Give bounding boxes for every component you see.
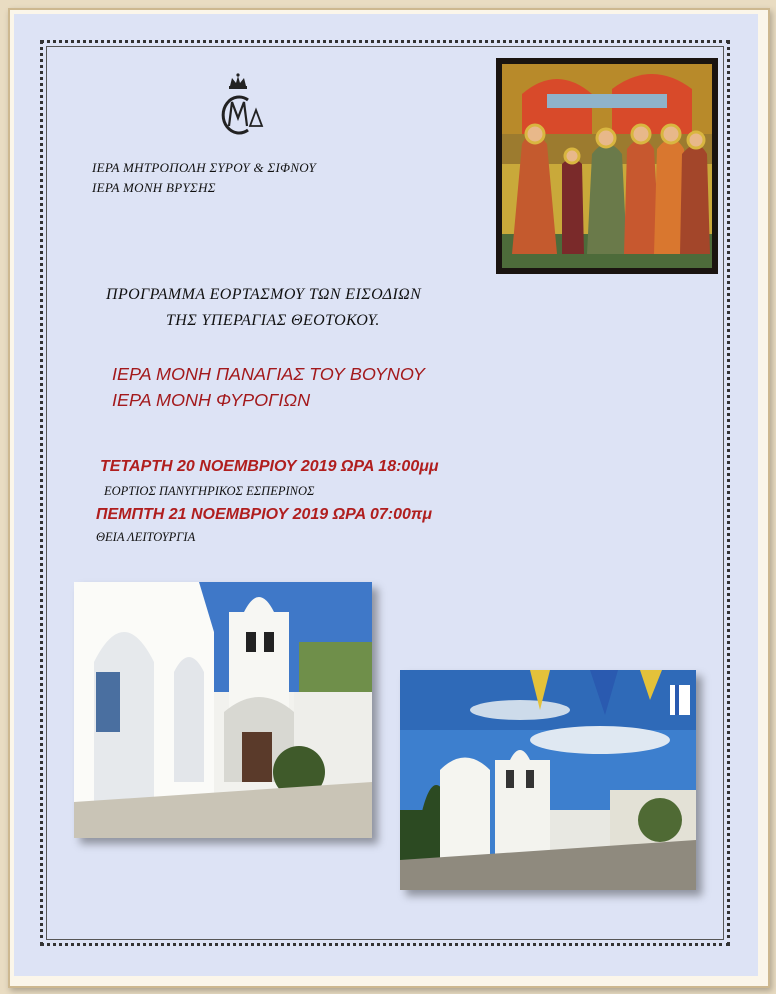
monastery-line-2: ΙΕΡΑ ΜΟΝΗ ΦΥΡΟΓΙΩΝ	[112, 390, 311, 410]
monastery-photo-flags	[400, 670, 696, 890]
event-description-1: ΕΟΡΤΙΟΣ ΠΑΝΥΓΗΡΙΚΟΣ ΕΣΠΕΡΙΝΟΣ	[104, 484, 315, 498]
metropolis-name: ΙΕΡΑ ΜΗΤΡΟΠΟΛΗ ΣΥΡΟΥ & ΣΙΦΝΟΥ	[92, 160, 316, 175]
monastery-name: ΙΕΡΑ ΜΟΝΗ ΒΡΥΣΗΣ	[92, 180, 216, 195]
presentation-of-theotokos-icon	[496, 58, 718, 274]
monastery-line-1: ΙΕΡΑ ΜΟΝΗ ΠΑΝΑΓΙΑΣ ΤΟΥ ΒΟΥΝΟΥ	[112, 364, 425, 384]
event-date-2: ΠΕΜΠΤΗ 21 ΝΟΕΜΒΡΙΟΥ 2019 ΩΡΑ 07:00πμ	[96, 506, 432, 523]
monastery-photo-courtyard	[74, 582, 372, 838]
event-description-2: ΘΕΙΑ ΛΕΙΤΟΥΡΓΙΑ	[96, 530, 196, 544]
program-title-line-1: ΠΡΟΓΡΑΜΜΑ ΕΟΡΤΑΣΜΟΥ ΤΩΝ ΕΙΣΟΔΙΩΝ	[106, 286, 422, 303]
crown-monogram-logo	[212, 72, 264, 142]
event-date-1: ΤΕΤΑΡΤΗ 20 ΝΟΕΜΒΡΙΟΥ 2019 ΩΡΑ 18:00μμ	[100, 458, 439, 475]
program-title-line-2: ΤΗΣ ΥΠΕΡΑΓΙΑΣ ΘΕΟΤΟΚΟΥ.	[166, 312, 380, 329]
